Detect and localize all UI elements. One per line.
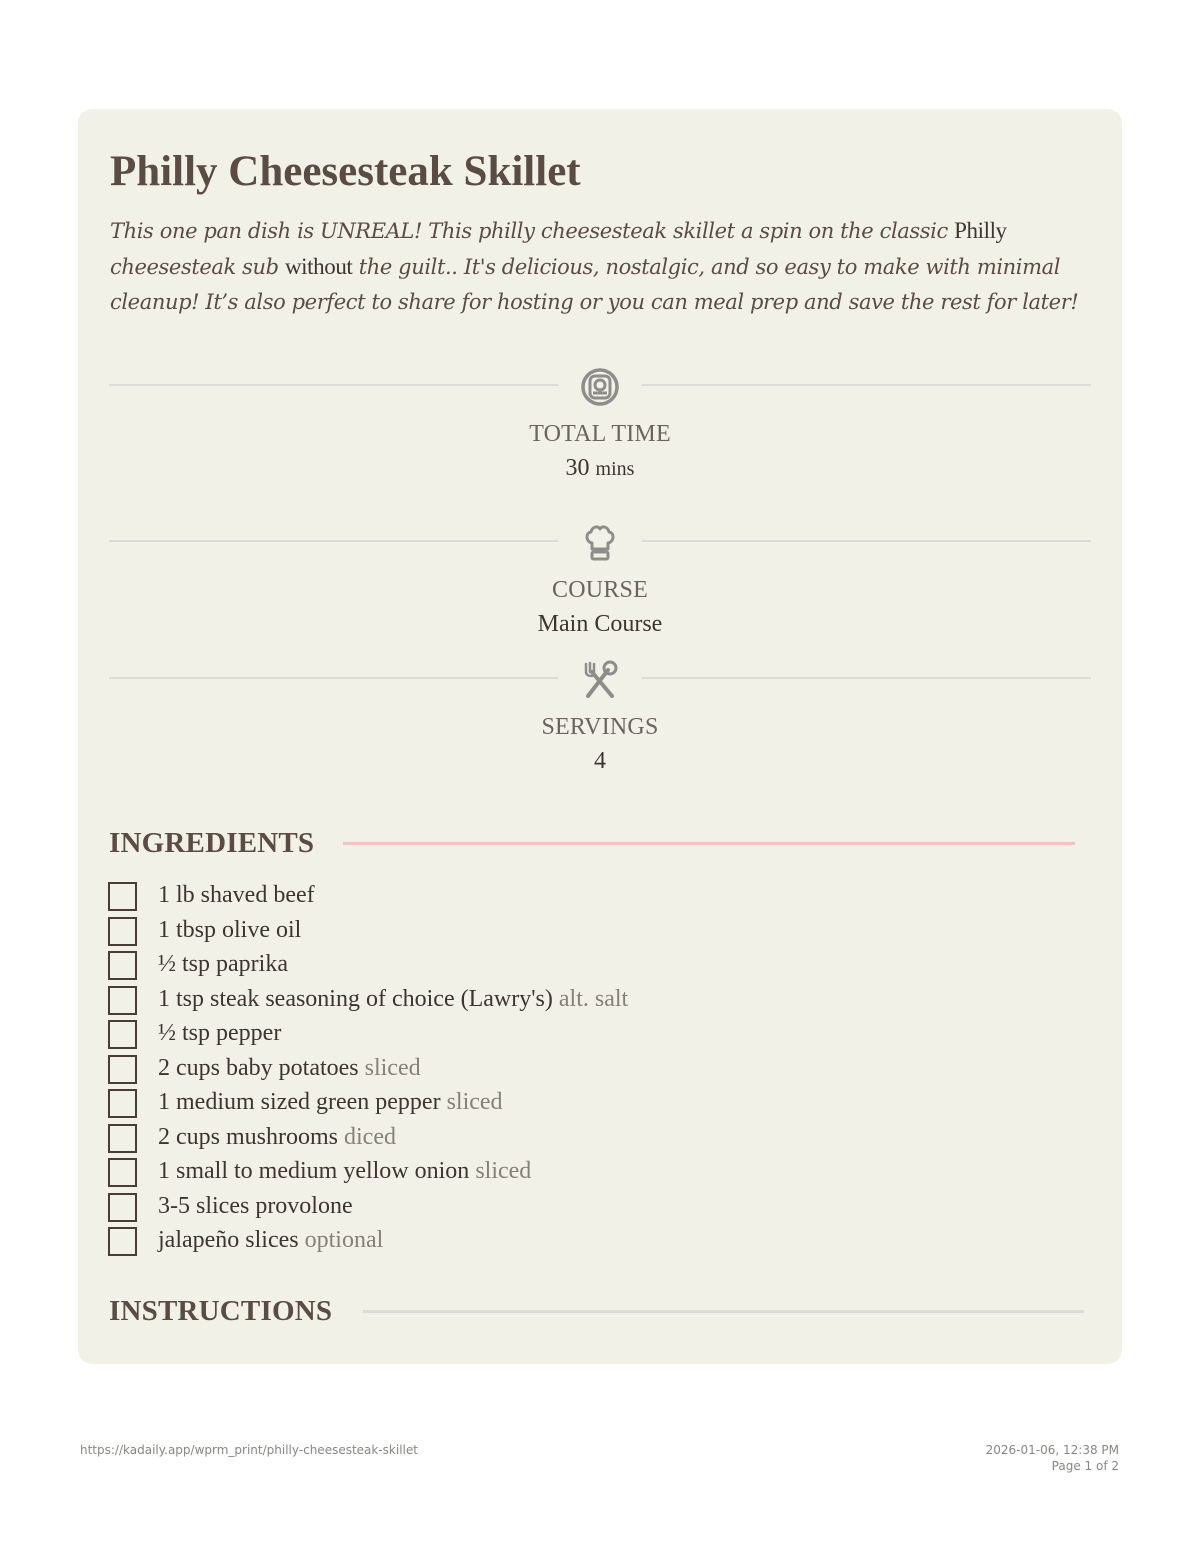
utensils-icon [580,660,620,700]
meta-label: COURSE [552,577,648,603]
ingredient-label [158,1120,396,1154]
divider-line [109,677,558,679]
instructions-rule [363,1310,1084,1313]
ingredient-note: alt. salt [558,985,629,1012]
meta-value: Main Course [537,611,663,637]
summary-text-3: the guilt.. It's delicious, nostalgic, and so easy to make with minimal cleanup! It’s also perfect to share for hosting or you can meal prep and save the rest for later! [110,255,1079,314]
ingredient-name: jalapeño slices [158,1227,299,1253]
ingredient-note: sliced [446,1089,503,1115]
ingredient-label [158,1051,421,1085]
ingredients-rule [343,842,1075,845]
ingredient-label [158,913,301,947]
summary-text-2: cheesesteak sub [110,255,285,279]
divider-line [642,540,1091,542]
instructions-heading: INSTRUCTIONS [109,1295,333,1327]
footer-url[interactable]: https://kadaily.app/wprm_print/philly-cheesesteak-skillet [80,1443,418,1457]
meta-value [78,455,1122,482]
meta-label: SERVINGS [541,714,659,740]
ingredient-name: 2 cups baby potatoes [158,1054,359,1081]
footer-datetime: 2026-01-06, 12:38 PM [985,1443,1119,1457]
ingredients-heading: INGREDIENTS [109,827,315,859]
ingredient-name: 1 medium sized green pepper [158,1089,441,1115]
meta-label: TOTAL TIME [529,421,671,447]
ingredient-checkbox[interactable] [108,1089,137,1118]
ingredient-checkbox[interactable] [108,1124,137,1153]
ingredient-checkbox[interactable] [108,917,137,946]
ingredient-label [158,982,628,1016]
ingredient-name: 1 tsp steak seasoning of choice (Lawry's) [158,985,553,1012]
ingredient-name: ½ tsp pepper [158,1020,282,1046]
summary-bold-1: Philly [954,218,1007,243]
ingredient-name: 3-5 slices provolone [158,1192,353,1219]
summary-text-1: This one pan dish is UNREAL! This philly cheesesteak skillet a spin on the classic [110,219,955,243]
ingredient-checkbox[interactable] [108,1158,137,1187]
ingredient-label [158,1189,353,1223]
divider-line [642,384,1091,386]
recipe-title: Philly Cheesesteak Skillet [110,148,581,195]
total-time-unit: mins [595,458,635,480]
ingredient-note: optional [304,1227,384,1253]
ingredient-label [158,1223,383,1257]
ingredient-label [158,1085,503,1119]
divider-line [109,540,558,542]
ingredient-checkbox[interactable] [108,1020,137,1049]
chef-hat-icon [580,523,620,563]
total-time-number: 30 [565,455,590,481]
ingredient-checkbox[interactable] [108,1055,137,1084]
summary-bold-2: without [284,254,353,279]
ingredient-name: 1 small to medium yellow onion [158,1158,470,1184]
recipe-summary [110,213,1085,320]
divider-line [109,384,558,386]
ingredient-name: 1 tbsp olive oil [158,916,302,943]
ingredient-checkbox[interactable] [108,882,137,911]
timer-icon [580,367,620,407]
ingredient-note: sliced [364,1054,421,1081]
ingredient-name: 2 cups mushrooms [158,1123,338,1150]
ingredient-name: 1 lb shaved beef [158,882,315,908]
meta-value: 4 [594,748,606,774]
ingredient-label [158,947,288,981]
ingredient-note: sliced [475,1158,532,1184]
ingredient-checkbox[interactable] [108,1227,137,1256]
ingredient-label [158,1016,281,1050]
ingredient-checkbox[interactable] [108,951,137,980]
ingredient-checkbox[interactable] [108,986,137,1015]
footer-page-number: Page 1 of 2 [1051,1459,1119,1473]
ingredient-name: ½ tsp paprika [158,951,288,977]
recipe-card [78,109,1122,1364]
divider-line [642,677,1091,679]
ingredient-checkbox[interactable] [108,1193,137,1222]
ingredient-label [158,878,315,912]
ingredient-label [158,1154,531,1188]
ingredient-note: diced [344,1123,396,1150]
